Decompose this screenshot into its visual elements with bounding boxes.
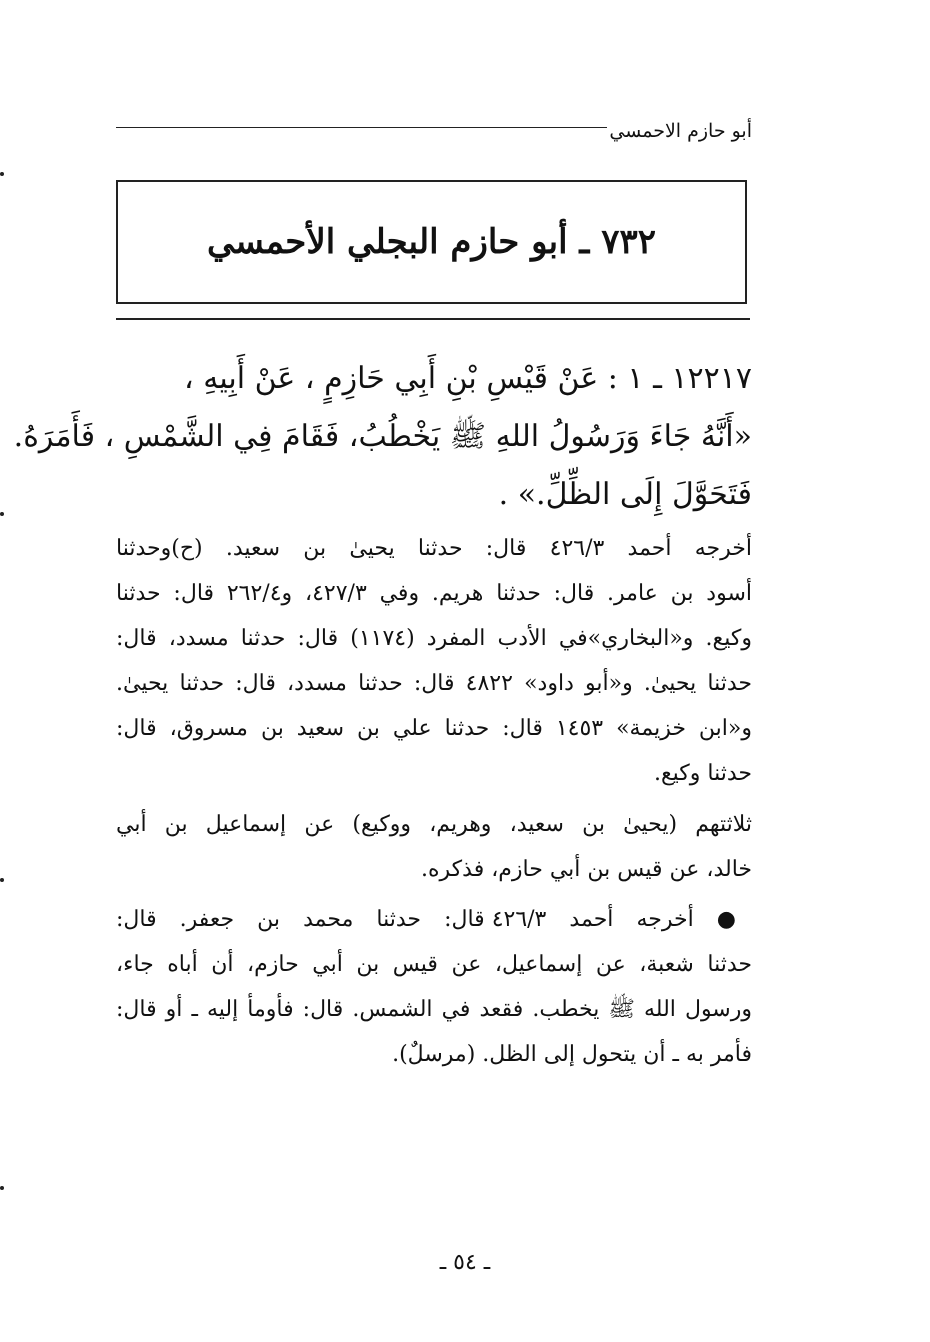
running-header-rule	[116, 127, 607, 128]
running-header-title: أبو حازم الاحمسي	[609, 120, 752, 142]
paragraph-line: فأمر به ـ أن يتحول إلى الظل. (مرسلٌ).	[392, 1042, 752, 1067]
paragraph-line: ثلاثتهم (يحيىٰ بن سعيد، وهريم، ووكيع) عن إسماعيل بن أبي	[116, 812, 752, 837]
summary-paragraph	[116, 802, 752, 892]
scan-edge-mark	[0, 878, 4, 882]
hadith-line: ١٢٢١٧ ـ ١ : عَنْ قَيْسِ بْنِ أَبِي حَازِمٍ ، عَنْ أَبِيهِ ،	[184, 361, 752, 396]
paragraph-line: ورسول الله ﷺ يخطب. فقعد في الشمس. قال: فأومأ إليه ـ أو قال:	[116, 997, 752, 1022]
chapter-title: ٧٣٢ ـ أبو حازم البجلي الأحمسي	[206, 222, 657, 262]
hadith-text	[13, 350, 752, 524]
mursal-paragraph	[116, 897, 752, 1077]
running-header	[116, 108, 752, 144]
page-number: ـ ٥٤ ـ	[439, 1250, 491, 1275]
hadith-line: «أَنَّهُ جَاءَ وَرَسُولُ اللهِ ﷺ يَخْطُبُ، فَقَامَ فِي الشَّمْسِ ، فَأَمَرَهُ.	[13, 419, 752, 454]
paragraph-line: أسود بن عامر. قال: حدثنا هريم. وفي ٤٢٧/٣، و٢٦٢/٤ قال: حدثنا	[116, 581, 753, 606]
paragraph-line: ● أخرجه أحمد ٤٢٦/٣ قال: حدثنا محمد بن جعفر. قال:	[116, 907, 752, 932]
paragraph-line: حدثنا يحيىٰ. و«أبو داود» ٤٨٢٢ قال: حدثنا مسدد، قال: حدثنا يحيىٰ.	[116, 671, 752, 696]
paragraph-line: حدثنا شعبة، عن إسماعيل، عن قيس بن أبي حازم، أن أباه جاء،	[116, 952, 752, 977]
scan-edge-mark	[0, 512, 4, 516]
paragraph-line: حدثنا وكيع.	[653, 761, 752, 786]
chapter-title-box	[116, 180, 747, 304]
hadith-line: فَتَحَوَّلَ إِلَى الظِّلِّ.» .	[498, 477, 752, 512]
paragraph-line: وكيع. و«البخاري»في الأدب المفرد (١١٧٤) قال: حدثنا مسدد، قال:	[116, 626, 752, 651]
takhrij-paragraph	[116, 526, 752, 796]
title-underline-rule	[116, 318, 750, 320]
paragraph-line: خالد، عن قيس بن أبي حازم، فذكره.	[421, 857, 752, 882]
scan-edge-mark	[0, 172, 4, 176]
paragraph-line: أخرجه أحمد ٤٢٦/٣ قال: حدثنا يحيىٰ بن سعيد. (ح)وحدثنا	[116, 536, 752, 561]
paragraph-line: و«ابن خزيمة» ١٤٥٣ قال: حدثنا علي بن سعيد بن مسروق، قال:	[116, 716, 752, 741]
scan-edge-mark	[0, 1186, 4, 1190]
